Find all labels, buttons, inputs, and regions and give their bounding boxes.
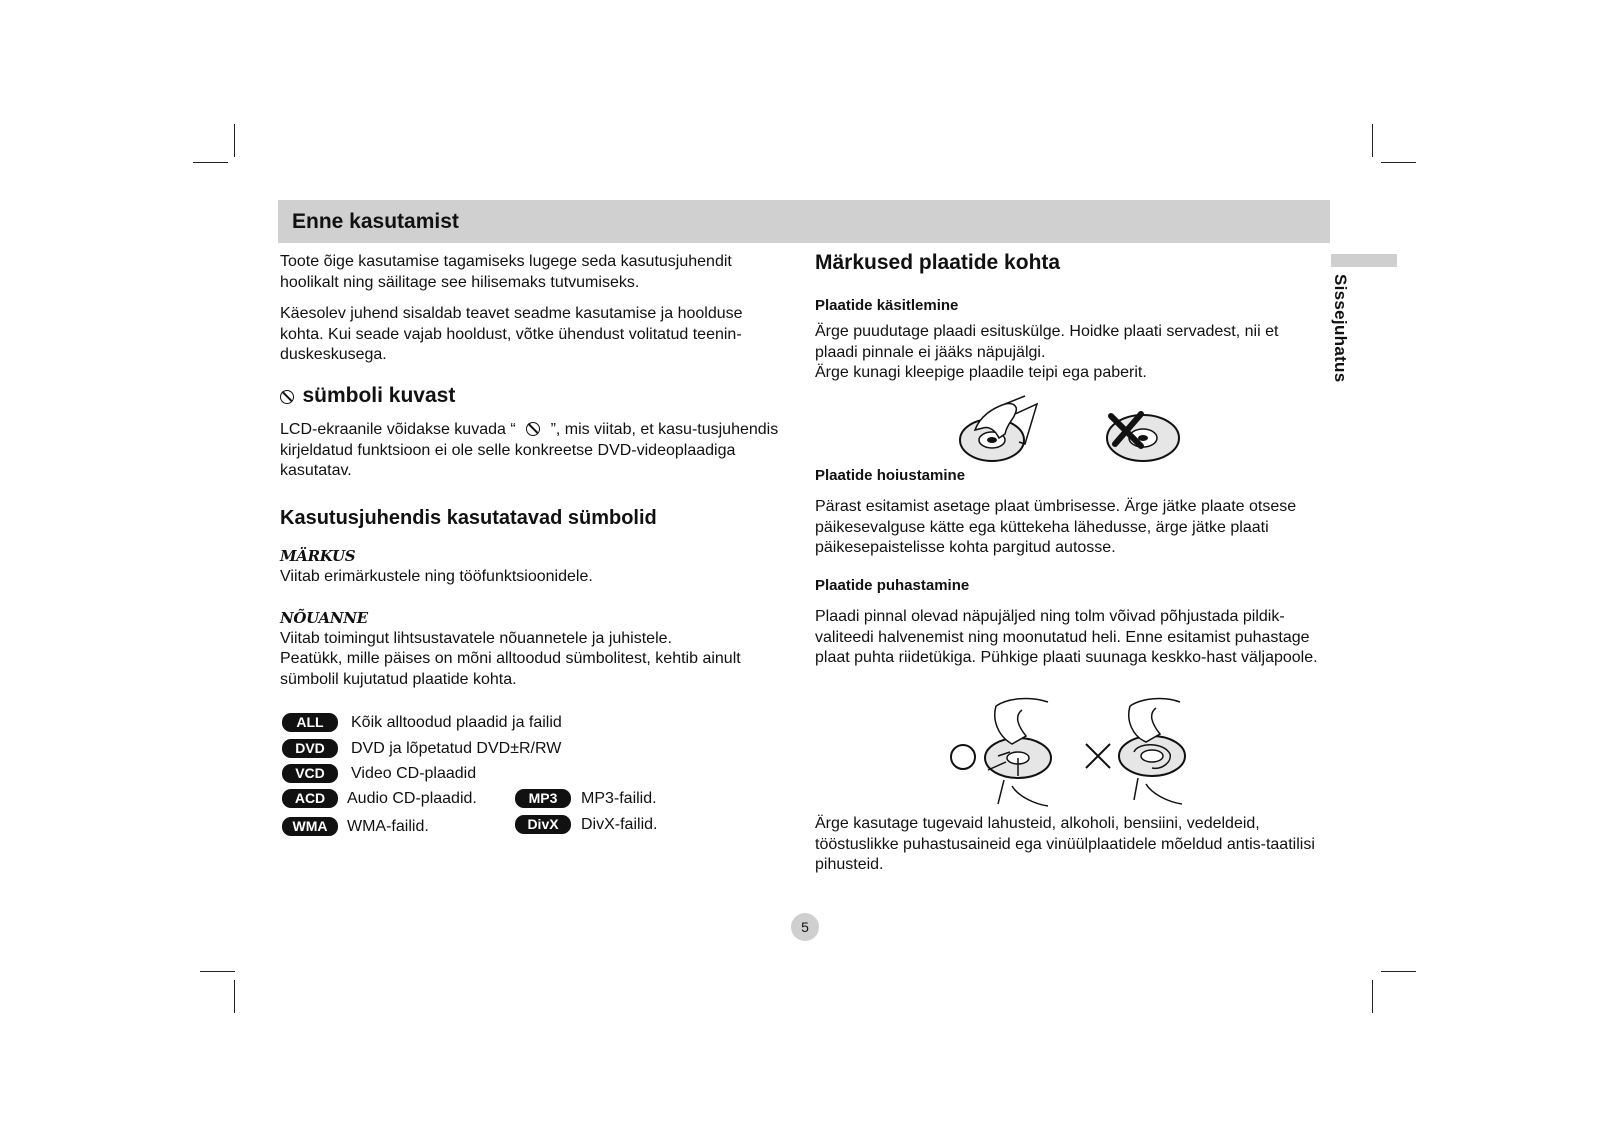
side-tab [1328, 274, 1358, 394]
badge-description: DVD ja lõpetatud DVD±R/RW [351, 739, 562, 757]
prohibited-icon [526, 422, 540, 436]
notes-heading: Märkused plaatide kohta [815, 251, 1061, 274]
badge-row [515, 815, 657, 834]
badge-description: DivX-failid. [581, 815, 658, 833]
crop-mark [234, 980, 235, 1013]
badge-dvd: DVD [282, 739, 338, 758]
intro-paragraph: Käesolev juhend sisaldab teavet seadme kasutamise ja hoolduse kohta. Kui seade vajab hooldust, võtke ühendust volitatud teenin-duskeskusega. [280, 305, 743, 363]
note-text: Viitab erimärkustele ning tööfunktsioonidele. [280, 567, 593, 585]
badge-description: Audio CD-plaadid. [347, 789, 477, 807]
handling-text: Ärge puudutage plaadi esituskülge. Hoidke plaati servadest, nii et plaadi pinnale ei jääks näpujälgi. Ärge kunagi kleepige plaadile teipi ega paberit. [815, 323, 1279, 381]
storage-heading: Plaatide hoiustamine [815, 467, 966, 484]
tip-text: Viitab toimingut lihtsustavatele nõuannetele ja juhistele. [280, 629, 672, 647]
disc-wrong-icon [1107, 414, 1179, 461]
storage-text: Pärast esitamist asetage plaat ümbrisesse. Ärge jätke plaate otsese päikesevalguse kätte ega küttekeha lähedusse, ärge jätke plaati päikesepaistelisse kohta pargitud autosse. [815, 498, 1297, 556]
disc-handling-illustration [955, 394, 1187, 466]
badge-description: Video CD-plaadid [351, 764, 477, 782]
badge-wma: WMA [282, 817, 338, 836]
cleaning-text: Plaadi pinnal olevad näpujäljed ning tolm võivad põhjustada pildik-valiteedi halvenemist ning moonutatud heli. Enne esitamist puhastage plaat puhta riidetükiga. Pühkige plaati suunaga keskko-hast väljapoole. [815, 608, 1318, 666]
crop-mark [1381, 162, 1416, 163]
badge-row [282, 817, 429, 836]
prohibited-icon [280, 390, 294, 404]
cleaning-heading: Plaatide puhastamine [815, 577, 970, 594]
disc-wipe-wrong-icon [1119, 699, 1185, 804]
crop-mark [193, 162, 228, 163]
crop-mark [1372, 124, 1373, 157]
symbol-heading: sümboli kuvast [280, 386, 782, 409]
badge-acd: ACD [282, 789, 338, 808]
symbol-paragraph: LCD-ekraanile võidakse kuvada “ ”, mis viitab, et kasu-tusjuhendis kirjeldatud funktsioon ei ole selle konkreetse DVD-videoplaadiga kasutatav. [280, 421, 779, 479]
intro-paragraph: Toote õige kasutamise tagamiseks lugege seda kasutusjuhendit hoolikalt ning säilitage see hilisemaks tutvumiseks. [280, 253, 732, 291]
badge-vcd: VCD [282, 764, 338, 783]
crop-mark [200, 971, 235, 972]
chapter-text: Peatükk, mille päises on mõni alltoodud sümbolitest, kehtib ainult sümbolil kujutatud plaatide kohta. [280, 650, 741, 688]
disc-wipe-correct-icon [985, 699, 1051, 806]
badge-mp3: MP3 [515, 789, 571, 808]
cross-mark-icon [1086, 744, 1110, 768]
crop-mark [1381, 971, 1416, 972]
left-column [280, 252, 782, 690]
symbols-heading: Kasutusjuhendis kasutatavad sümbolid [280, 506, 657, 529]
correct-circle-icon [951, 745, 975, 769]
disc-cleaning-illustration [948, 696, 1198, 808]
crop-mark [1372, 980, 1373, 1013]
warning-text: Ärge kasutage tugevaid lahusteid, alkoholi, bensiini, vedeldeid, tööstuslikke puhastusaineid ega vinüülplaatidele mõeldud antis-taatilisi pihusteid. [815, 815, 1315, 873]
badge-row [282, 739, 561, 758]
badge-description: MP3-failid. [581, 789, 657, 807]
badge-row [282, 764, 476, 783]
badge-divx: DivX [515, 815, 571, 834]
page-title: Enne kasutamist [292, 210, 459, 233]
page-number: 5 [791, 913, 819, 941]
badge-row [282, 789, 477, 808]
badge-row [282, 713, 562, 732]
handling-heading: Plaatide käsitlemine [815, 297, 959, 314]
badge-row [515, 789, 657, 808]
crop-mark [234, 124, 235, 157]
disc-correct-icon [960, 396, 1037, 461]
side-tab-bar [1331, 254, 1397, 267]
badge-description: Kõik alltoodud plaadid ja failid [351, 713, 562, 731]
badge-description: WMA-failid. [347, 817, 429, 835]
side-tab-label: Sissejuhatus [1331, 274, 1350, 383]
tip-label: NÕUANNE [280, 609, 368, 627]
section-banner [278, 200, 1330, 243]
note-label: MÄRKUS [280, 547, 356, 565]
badge-all: ALL [282, 713, 338, 732]
